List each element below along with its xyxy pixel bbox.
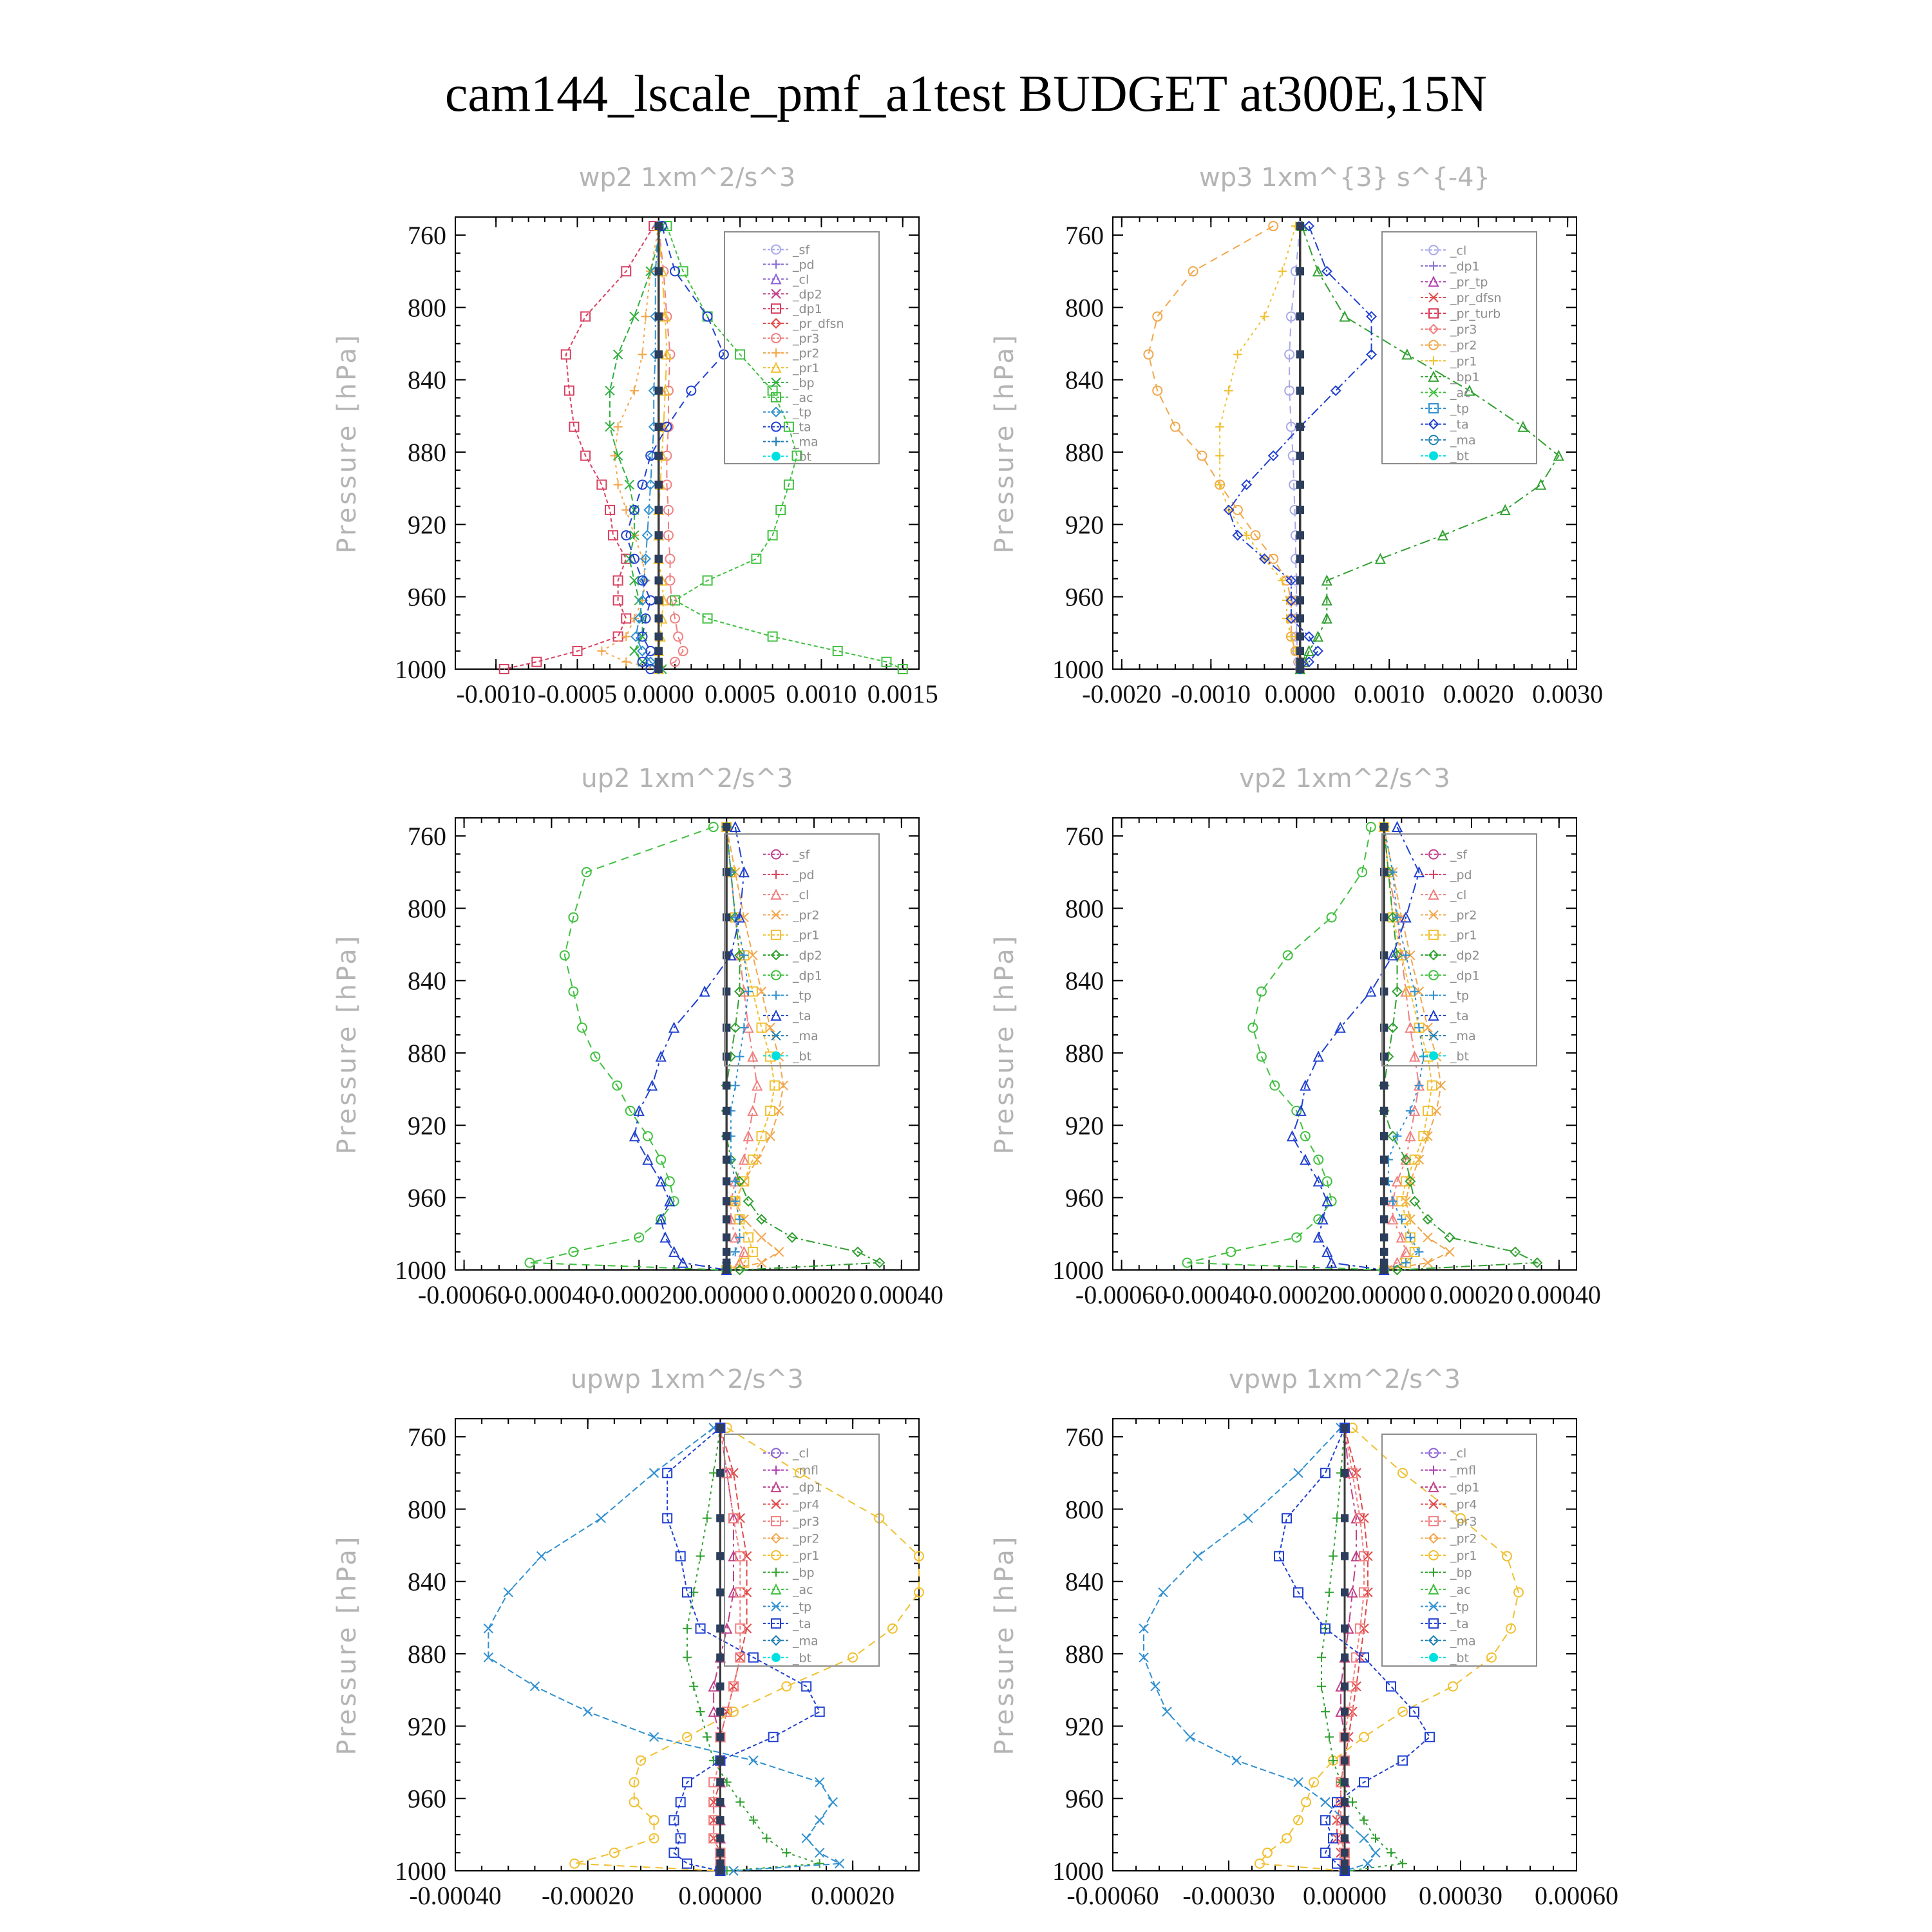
y-tick-label: 800 [408,894,446,923]
y-tick-label: 840 [408,966,446,996]
data-point [716,1798,724,1806]
y-tick-label: 840 [408,365,446,395]
legend-label: _dp1 [1450,259,1480,274]
legend-label: _ma [793,435,819,450]
data-point [655,350,663,358]
y-tick-label: 960 [408,1183,446,1213]
legend-label: _ma [793,1029,819,1044]
legend-label: _bt [1450,449,1470,464]
data-point [723,1197,730,1205]
data-point [655,423,663,431]
x-tick-label: 0.00040 [859,1280,943,1309]
data-point [723,1132,730,1140]
data-point [723,823,730,831]
legend-label: _bt [793,1651,812,1665]
legend-label: _ta [1450,1616,1469,1631]
x-tick-label: 0.0030 [1532,679,1604,708]
legend-label: _cl [1450,243,1467,258]
legend-label: _cl [793,888,810,903]
legend-label: _pd [1450,867,1472,882]
legend-label: _cl [1450,1446,1467,1461]
x-tick-label: 0.00000 [1303,1881,1387,1910]
data-point [1341,1625,1349,1633]
legend-label: _ma [793,1634,819,1649]
legend-label: _ta [793,420,811,435]
y-tick-label: 880 [1065,438,1104,468]
legend-label: _pr_dfsn [793,317,844,332]
x-tick-label: 0.00020 [1429,1280,1513,1309]
data-point [1296,267,1304,275]
y-tick-label: 960 [1065,582,1104,612]
legend-label: _tp [793,405,812,420]
x-tick-label: 0.0000 [623,679,694,708]
data-point [655,222,663,230]
legend-label: _pr1 [793,361,820,375]
y-tick-label: 920 [1065,1111,1104,1141]
data-point [1341,1860,1349,1868]
data-point [655,481,663,489]
legend-label: _pr2 [1450,338,1477,353]
legend-label: _sf [1450,848,1468,862]
y-axis-label: Pressure [hPa] [990,332,1019,554]
legend-label: _bp [793,1566,815,1580]
data-point [723,868,730,876]
y-axis-label: Pressure [hPa] [332,1534,362,1756]
x-tick-label: -0.00020 [1250,1280,1343,1309]
x-tick-label: -0.0020 [1082,679,1162,708]
legend-label: _pr4 [1450,1497,1477,1512]
legend-label: _pr2 [793,346,820,361]
data-point [1296,576,1304,584]
panel-title: vp2 1xm^2/s^3 [1239,764,1450,793]
legend-label: _dp1 [793,969,822,983]
x-tick-label: 0.00040 [1517,1280,1601,1309]
x-tick-label: 0.0010 [1354,679,1425,708]
y-tick-label: 920 [408,1712,446,1741]
legend-marker [1429,451,1438,460]
data-point [723,951,730,959]
x-tick-label: 0.00000 [685,1280,769,1309]
legend-label: _pr2 [793,908,820,923]
data-point [716,1514,724,1522]
panel-title: vpwp 1xm^2/s^3 [1228,1365,1461,1394]
panel-title: upwp 1xm^2/s^3 [571,1365,804,1394]
data-point [1296,423,1304,431]
y-tick-label: 920 [408,510,446,540]
data-point [1380,1132,1388,1140]
y-tick-label: 960 [1065,1183,1104,1213]
legend-label: _mfl [793,1463,819,1478]
legend-label: _cl [793,272,810,287]
y-tick-label: 840 [1065,966,1104,996]
x-tick-label: 0.0010 [786,679,857,708]
legend-marker [1429,1051,1438,1060]
legend-label: _bt [793,450,812,464]
legend-label: _dp1 [1450,969,1480,983]
x-tick-label: 0.00020 [772,1280,856,1309]
y-tick-label: 760 [1065,1423,1104,1452]
legend-label: _bp [1450,1566,1472,1580]
data-point [723,1259,730,1267]
y-tick-label: 1000 [1052,1857,1104,1886]
legend-label: _bp1 [1450,370,1480,384]
legend-label: _pd [793,258,815,272]
x-tick-label: 0.00060 [1535,1881,1618,1910]
data-point [716,1778,724,1786]
data-point [655,312,663,320]
data-point [655,632,663,640]
legend-label: _ma [1450,1634,1476,1649]
legend-label: _pr1 [793,928,820,943]
data-point [655,614,663,622]
legend-label: _pr3 [793,332,820,346]
data-point [655,658,663,666]
data-point [655,665,663,673]
legend-label: _ac [1450,1582,1471,1597]
y-tick-label: 800 [1065,293,1104,323]
data-point [1296,665,1304,673]
data-point [716,1816,724,1824]
legend-label: _cl [1450,888,1467,903]
data-point [723,1107,730,1115]
data-point [1341,1514,1349,1522]
y-axis-label: Pressure [hPa] [332,332,362,554]
data-point [1380,1266,1388,1274]
data-point [723,1215,730,1223]
data-point [1380,823,1388,831]
y-tick-label: 1000 [395,1857,446,1886]
data-point [1296,614,1304,622]
data-point [1296,506,1304,514]
legend-label: _pr3 [1450,1515,1477,1530]
legend-label: _pr1 [1450,928,1477,943]
y-tick-label: 840 [1065,1567,1104,1596]
y-tick-label: 1000 [1052,1256,1104,1285]
legend-label: _tp [793,989,812,1003]
legend-marker [772,1051,781,1060]
data-point [1380,868,1388,876]
legend-label: _pr1 [1450,354,1477,369]
data-point [1296,632,1304,640]
data-point [1341,1816,1349,1824]
data-point [1380,1233,1388,1241]
legend-marker [1429,1653,1438,1662]
legend-label: _ta [1450,417,1469,432]
data-point [655,531,663,539]
data-point [1341,1733,1349,1741]
data-point [1296,555,1304,563]
data-point [1380,1177,1388,1185]
data-point [716,1834,724,1842]
y-tick-label: 960 [408,582,446,612]
legend-label: _pr2 [1450,908,1477,923]
data-point [716,1469,724,1477]
y-tick-label: 920 [1065,510,1104,540]
data-point [723,1082,730,1090]
data-point [1380,1248,1388,1256]
data-point [723,1233,730,1241]
data-point [1341,1552,1349,1560]
y-tick-label: 1000 [395,1256,446,1285]
legend-label: _dp2 [793,949,822,963]
y-axis-label: Pressure [hPa] [990,1534,1019,1756]
y-tick-label: 760 [408,221,446,251]
y-tick-label: 760 [1065,822,1104,851]
y-tick-label: 920 [1065,1712,1104,1741]
y-tick-label: 840 [408,1567,446,1596]
data-point [723,913,730,921]
data-point [1341,1849,1349,1857]
legend-label: _cl [793,1446,810,1461]
legend-label: _dp1 [1450,1481,1480,1495]
data-point [723,1248,730,1256]
x-tick-label: 0.00020 [811,1881,895,1910]
x-tick-label: -0.00060 [1075,1280,1168,1309]
legend-label: _ma [1450,433,1476,448]
legend-label: _sf [793,243,810,258]
data-point [716,1552,724,1560]
data-point [1296,647,1304,655]
legend-label: _tp [1450,1600,1470,1615]
legend-label: _dp2 [793,287,822,302]
data-point [1296,596,1304,604]
y-tick-label: 760 [408,822,446,851]
data-point [1296,658,1304,666]
x-tick-label: -0.00060 [1066,1881,1159,1910]
figure-title: cam144_lscale_pmf_a1test BUDGET at300E,15N [444,66,1488,122]
y-tick-label: 920 [408,1111,446,1141]
x-tick-label: -0.00040 [1162,1280,1256,1309]
data-point [1380,1259,1388,1267]
data-point [1296,387,1304,395]
data-point [1380,913,1388,921]
data-point [1380,1082,1388,1090]
data-point [1341,1867,1349,1875]
legend-label: _pr_dfsn [1450,291,1502,305]
y-tick-label: 880 [408,438,446,468]
data-point [655,506,663,514]
x-tick-label: -0.00030 [1182,1881,1275,1910]
data-point [716,1654,724,1662]
data-point [1296,222,1304,230]
data-point [1296,481,1304,489]
x-tick-label: 0.0015 [867,679,938,708]
legend-label: _pr2 [1450,1531,1477,1546]
y-tick-label: 800 [1065,1495,1104,1524]
legend-label: _bt [793,1049,812,1064]
legend-label: _bp [793,375,815,390]
legend-label: _dp1 [793,1481,822,1495]
x-tick-label: 0.00000 [678,1881,762,1910]
data-point [1341,1757,1349,1765]
legend-label: _bt [1450,1651,1470,1665]
data-point [1380,1197,1388,1205]
legend-label: _ma [1450,1029,1476,1044]
data-point [1380,1107,1388,1115]
data-point [655,647,663,655]
data-point [655,267,663,275]
y-tick-label: 800 [1065,894,1104,923]
y-tick-label: 1000 [1052,655,1104,684]
legend-label: _ac [793,1582,813,1597]
legend-label: _pr4 [793,1497,820,1512]
x-tick-label: -0.0005 [537,679,618,708]
legend-label: _bt [1450,1049,1470,1064]
x-tick-label: -0.00040 [409,1881,502,1910]
data-point [716,1860,724,1868]
y-tick-label: 960 [408,1784,446,1814]
x-tick-label: 0.0020 [1443,679,1514,708]
x-tick-label: -0.00020 [542,1881,634,1910]
legend-label: _ta [793,1009,811,1023]
y-tick-label: 880 [1065,1640,1104,1669]
data-point [723,988,730,996]
legend-label: _pr1 [793,1549,820,1563]
y-tick-label: 800 [408,293,446,323]
y-tick-label: 960 [1065,1784,1104,1814]
legend-label: _ac [793,390,813,405]
x-tick-label: 0.0005 [705,679,776,708]
panel-title: wp2 1xm^2/s^3 [578,163,796,193]
legend-label: _tp [1450,402,1470,416]
legend-marker [772,1653,781,1662]
y-tick-label: 880 [1065,1039,1104,1068]
data-point [1341,1834,1349,1842]
data-point [716,1733,724,1741]
y-tick-label: 880 [408,1039,446,1068]
data-point [716,1757,724,1765]
x-tick-label: -0.00020 [592,1280,685,1309]
data-point [723,1156,730,1164]
data-point [1341,1654,1349,1662]
data-point [1380,1215,1388,1223]
data-point [1380,1024,1388,1032]
y-tick-label: 760 [1065,221,1104,251]
x-tick-label: 0.00000 [1342,1280,1426,1309]
data-point [1341,1424,1349,1432]
data-point [655,452,663,460]
data-point [1296,312,1304,320]
panel-title: up2 1xm^2/s^3 [581,764,793,793]
legend-label: _ta [1450,1009,1469,1023]
y-tick-label: 1000 [395,655,446,684]
data-point [716,1867,724,1875]
y-tick-label: 760 [408,1423,446,1452]
x-tick-label: 0.00030 [1419,1881,1502,1910]
x-tick-label: -0.00060 [417,1280,511,1309]
legend-label: _tp [793,1600,812,1615]
data-point [655,576,663,584]
data-point [1341,1469,1349,1477]
y-axis-label: Pressure [hPa] [990,933,1019,1155]
data-point [1341,1798,1349,1806]
legend-label: _pr_tp [1450,275,1488,290]
legend-label: _dp2 [1450,949,1480,963]
legend-label: _tp [1450,989,1470,1003]
data-point [1341,1778,1349,1786]
data-point [1341,1589,1349,1596]
data-point [723,1266,730,1274]
data-point [1296,350,1304,358]
data-point [716,1589,724,1596]
legend-label: _mfl [1450,1463,1476,1478]
data-point [716,1424,724,1432]
legend-label: _pr3 [793,1515,820,1530]
data-point [1341,1683,1349,1690]
data-point [1341,1708,1349,1716]
data-point [1380,951,1388,959]
x-tick-label: -0.00040 [505,1280,598,1309]
data-point [723,1024,730,1032]
x-tick-label: -0.0010 [456,679,536,708]
data-point [1380,988,1388,996]
data-point [716,1708,724,1716]
data-point [716,1625,724,1633]
legend-label: _ac [1450,386,1471,401]
x-tick-label: 0.0000 [1264,679,1336,708]
legend-label: _pr3 [1450,323,1477,337]
data-point [716,1849,724,1857]
data-point [723,1053,730,1061]
x-tick-label: -0.0010 [1171,679,1251,708]
y-tick-label: 800 [408,1495,446,1524]
data-point [1380,1053,1388,1061]
legend-marker [772,452,781,461]
data-point [655,555,663,563]
panel-title: wp3 1xm^{3} s^{-4} [1198,163,1491,193]
data-point [1296,452,1304,460]
data-point [655,387,663,395]
legend-label: _dp1 [793,302,822,317]
legend-label: _pr2 [793,1531,820,1546]
legend-label: _pd [793,867,815,882]
legend-label: _pr_turb [1450,307,1501,321]
y-tick-label: 880 [408,1640,446,1669]
data-point [723,1177,730,1185]
y-tick-label: 840 [1065,365,1104,395]
data-point [655,596,663,604]
data-point [1380,1156,1388,1164]
y-axis-label: Pressure [hPa] [332,933,362,1155]
data-point [716,1683,724,1690]
legend-label: _pr1 [1450,1549,1477,1563]
data-point [1296,531,1304,539]
legend-label: _sf [793,848,810,862]
legend-label: _ta [793,1616,811,1631]
